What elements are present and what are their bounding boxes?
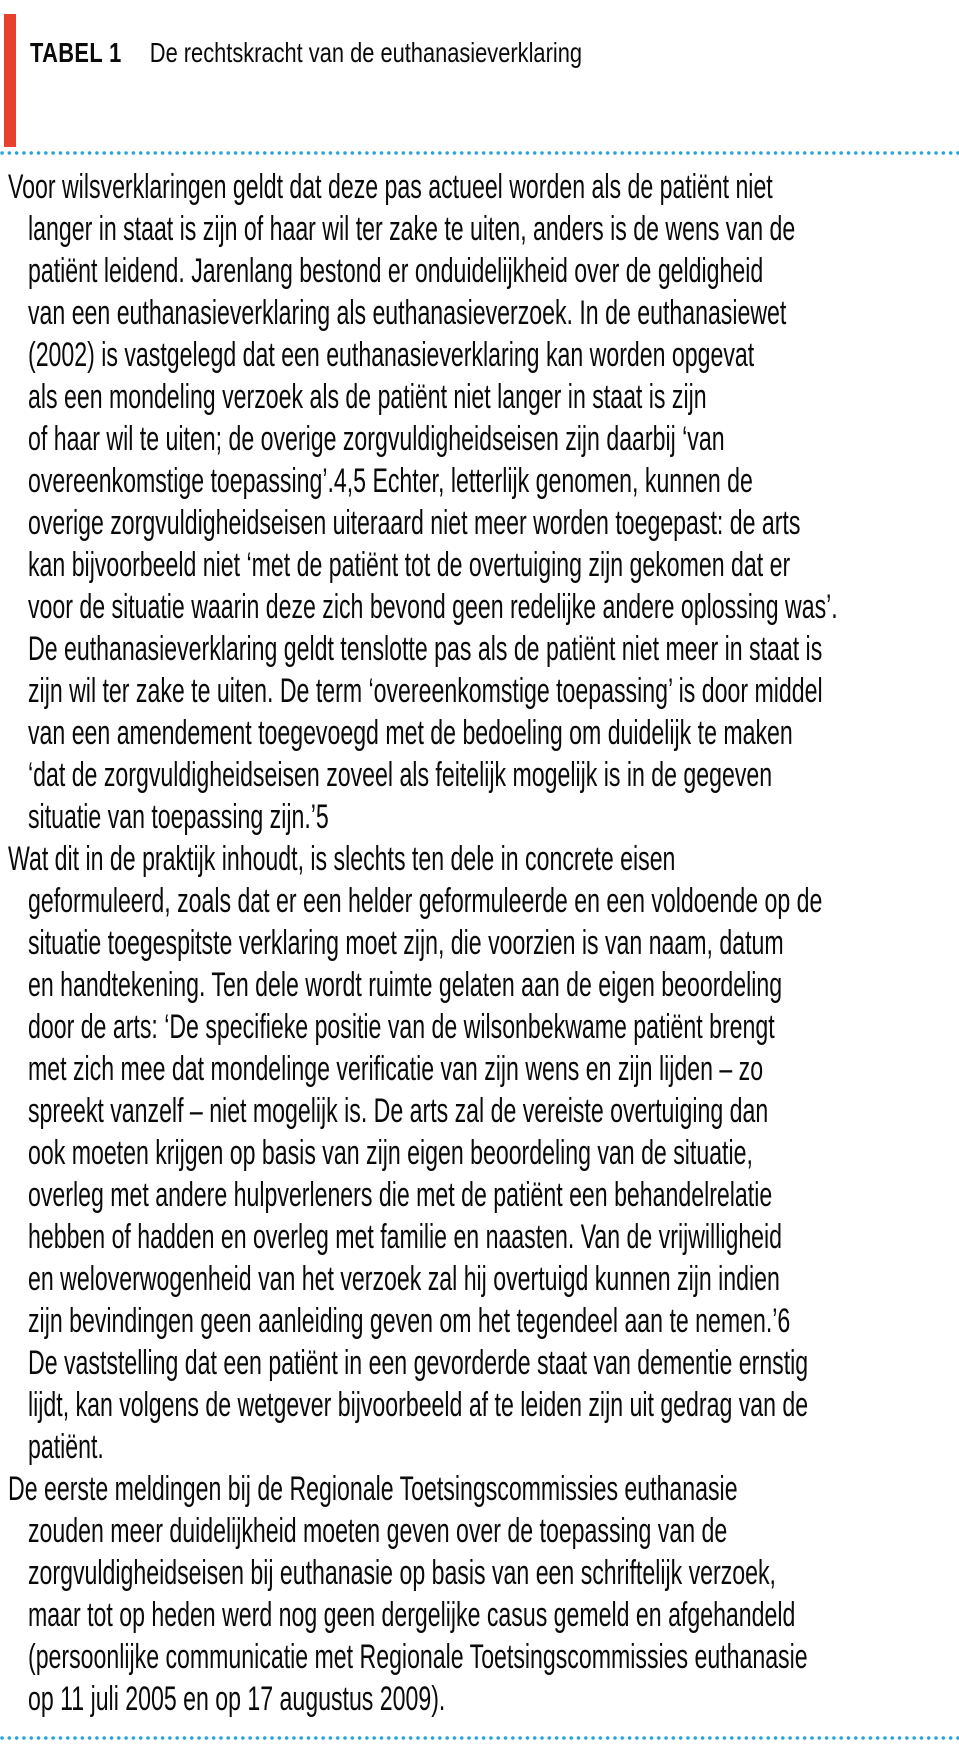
text-line: van een euthanasieverklaring als euthanasieverzoek. In de euthanasiewet — [28, 294, 787, 332]
text-line: als een mondeling verzoek als de patiënt niet langer in staat is zijn — [28, 378, 707, 416]
text-line: lijdt, kan volgens de wetgever bijvoorbeeld af te leiden zijn uit gedrag van de — [28, 1386, 809, 1424]
text-line: ook moeten krijgen op basis van zijn eigen beoordeling van de situatie, — [28, 1134, 753, 1172]
text-line: Wat dit in de praktijk inhoudt, is slechts ten dele in concrete eisen — [8, 840, 676, 878]
text-line: zorgvuldigheidseisen bij euthanasie op basis van een schriftelijk verzoek, — [28, 1554, 776, 1592]
text-line: overeenkomstige toepassing’.4,5 Echter, letterlijk genomen, kunnen de — [28, 462, 753, 500]
text-line: voor de situatie waarin deze zich bevond geen redelijke andere oplossing was’. — [28, 588, 838, 626]
text-line: maar tot op heden werd nog geen dergelijke casus gemeld en afgehandeld — [28, 1596, 796, 1634]
text-line: (persoonlijke communicatie met Regionale Toetsingscommissies euthanasie — [28, 1638, 808, 1676]
table-label: TABEL 1 — [30, 37, 122, 68]
text-line: Voor wilsverklaringen geldt dat deze pas actueel worden als de patiënt niet — [8, 168, 773, 206]
text-line: of haar wil te uiten; de overige zorgvuldigheidseisen zijn daarbij ‘van — [28, 420, 725, 458]
text-line: patiënt. — [28, 1428, 104, 1466]
text-line: De eerste meldingen bij de Regionale Toetsingscommissies euthanasie — [8, 1470, 738, 1508]
text-line: op 11 juli 2005 en op 17 augustus 2009). — [28, 1680, 446, 1718]
text-line: geformuleerd, zoals dat er een helder geformuleerde en een voldoende op de — [28, 882, 823, 920]
text-line: patiënt leidend. Jarenlang bestond er onduidelijkheid over de geldigheid — [28, 252, 764, 290]
text-line: overleg met andere hulpverleners die met de patiënt een behandelrelatie — [28, 1176, 773, 1214]
accent-bar — [4, 14, 16, 147]
table-title: De rechtskracht van de euthanasieverklaring — [149, 37, 582, 68]
dotted-divider-bottom — [0, 1736, 959, 1740]
text-line: zouden meer duidelijkheid moeten geven over de toepassing van de — [28, 1512, 728, 1550]
text-line: overige zorgvuldigheidseisen uiteraard niet meer worden toegepast: de arts — [28, 504, 801, 542]
table-body — [8, 166, 959, 1720]
text-line: van een amendement toegevoegd met de bedoeling om duidelijk te maken — [28, 714, 793, 752]
text-line: situatie van toepassing zijn.’5 — [28, 798, 329, 836]
text-line: ‘dat de zorgvuldigheidseisen zoveel als feitelijk mogelijk is in de gegeven — [28, 756, 773, 794]
text-line: kan bijvoorbeeld niet ‘met de patiënt tot de overtuiging zijn gekomen dat er — [28, 546, 791, 584]
paragraph-3 — [8, 1468, 959, 1720]
text-line: zijn wil ter zake te uiten. De term ‘overeenkomstige toepassing’ is door middel — [28, 672, 823, 710]
text-line: De euthanasieverklaring geldt tenslotte pas als de patiënt niet meer in staat is — [28, 630, 823, 668]
paragraph-1 — [8, 166, 959, 838]
paragraph-2 — [8, 838, 959, 1468]
text-line: en handtekening. Ten dele wordt ruimte gelaten aan de eigen beoordeling — [28, 966, 783, 1004]
text-line: hebben of hadden en overleg met familie en naasten. Van de vrijwilligheid — [28, 1218, 783, 1256]
text-line: (2002) is vastgelegd dat een euthanasieverklaring kan worden opgevat — [28, 336, 755, 374]
text-line: spreekt vanzelf – niet mogelijk is. De arts zal de vereiste overtuiging dan — [28, 1092, 769, 1130]
text-line: door de arts: ‘De specifieke positie van de wilsonbekwame patiënt brengt — [28, 1008, 775, 1046]
dotted-divider-top — [0, 151, 959, 155]
text-line: met zich mee dat mondelinge verificatie van zijn wens en zijn lijden – zo — [28, 1050, 764, 1088]
text-line: en weloverwogenheid van het verzoek zal hij overtuigd kunnen zijn indien — [28, 1260, 780, 1298]
text-line: langer in staat is zijn of haar wil ter zake te uiten, anders is de wens van de — [28, 210, 796, 248]
text-line: zijn bevindingen geen aanleiding geven om het tegendeel aan te nemen.’6 — [28, 1302, 791, 1340]
table-header — [30, 38, 582, 68]
text-line: situatie toegespitste verklaring moet zijn, die voorzien is van naam, datum — [28, 924, 784, 962]
text-line: De vaststelling dat een patiënt in een gevorderde staat van dementie ernstig — [28, 1344, 809, 1382]
